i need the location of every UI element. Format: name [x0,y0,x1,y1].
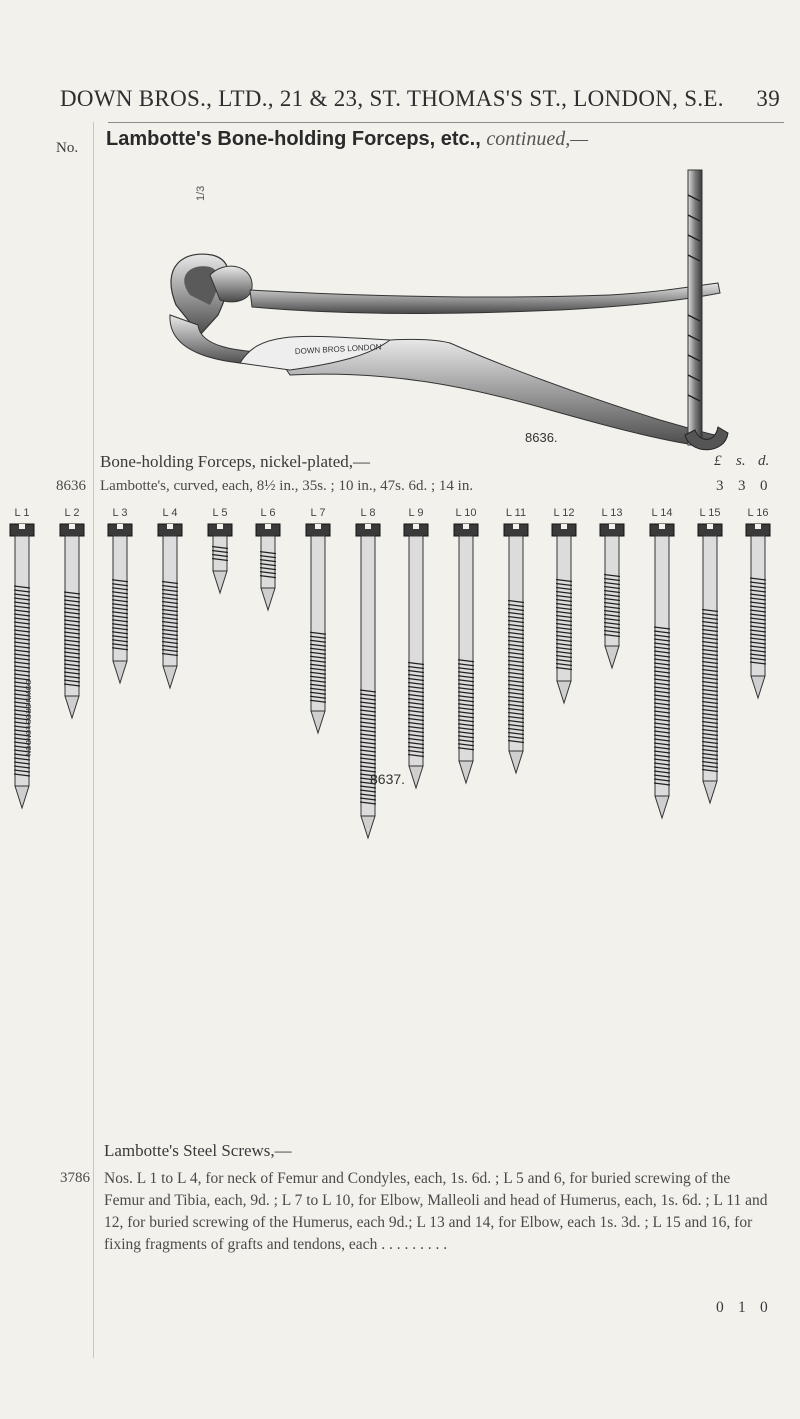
screw-slot [707,524,713,529]
screws-item-number: 3786 [60,1170,90,1186]
section-title-continued: continued,— [486,128,589,150]
screw-8 [356,507,380,838]
screw-slot [365,524,371,529]
screw-12 [552,507,576,703]
screw-shank [459,536,473,761]
screw-tip [751,676,765,698]
screw-slot [659,524,665,529]
price-header-shillings: s. [736,453,746,469]
screw-tip [15,786,29,808]
screws-item-description-text: Nos. L 1 to L 4, for neck of Femur and Condyles, each, 1s. 6d. ; L 5 and 6, for buried screwing of the Femur and Tibia, each, 9d. ; L 7 to L 10, for Elbow, Malleoli and head of Humerus, each, 1s. 6d. ; L 11 and 12, for buried screwing of the Humerus, each 9d.; L 13 and 14, for Elbow, each 1s. 3d. ; L 15 and 16, for fixing fragments of grafts and tendons, each . . . . . . . . . [104,1170,768,1253]
section-title [106,128,588,151]
screws-item-title: Lambotte's Steel Screws,— [104,1141,292,1160]
screw-tip [65,696,79,718]
screw-label: L 7 [310,507,326,519]
screw-label: L 3 [112,507,128,519]
screw-tip [311,711,325,733]
screws-price-pence: 0 [760,1299,768,1316]
screw-shank [113,536,127,661]
section-title-text: Lambotte's Bone-holding Forceps, etc., [106,128,481,150]
running-head [60,86,780,112]
screw-label: L 4 [162,507,178,519]
header-rule [108,122,784,123]
screw-label: L 1 [14,507,30,519]
column-label-no: No. [56,140,79,156]
screw-tip [213,571,227,593]
running-head-text: DOWN BROS., LTD., 21 & 23, ST. THOMAS'S ST., LONDON, S.E. [60,86,724,111]
screws-illustration [0,500,800,1150]
screw-label: L 13 [601,507,623,519]
forceps-item-title: Bone-holding Forceps, nickel-plated,— [100,452,371,471]
screw-15 [698,507,722,803]
screw-slot [561,524,567,529]
screw-tip [163,666,177,688]
screw-label: L 8 [360,507,376,519]
screw-label: L 9 [408,507,424,519]
forceps-price-pence: 0 [760,478,768,494]
screw-tip [655,796,669,818]
screw-tip [361,816,375,838]
forceps-engraving: DOWN BROS LONDON [294,342,382,356]
screw-tip [113,661,127,683]
screw-slot [217,524,223,529]
screw-2 [60,507,84,718]
forceps-item-description: Lambotte's, curved, each, 8½ in., 35s. ; 10 in., 47s. 6d. ; 14 in. [100,478,474,494]
screw-shank [261,536,275,588]
screw-label: L 15 [699,507,721,519]
screw-slot [19,524,25,529]
forceps-scale-mark: 1/3 [195,185,207,201]
screw-label: L 16 [747,507,769,519]
forceps-price-pounds: 3 [716,478,724,494]
screw-tip [557,681,571,703]
forceps-caption: 8636. [525,430,558,445]
screw-label: L 11 [505,507,527,519]
screw-slot [513,524,519,529]
screw-slot [315,524,321,529]
screws-item-description [104,1168,774,1256]
screw-slot [69,524,75,529]
screw-tip [509,751,523,773]
screw-16 [746,507,770,698]
price-header-pounds: £ [714,453,722,469]
screw-slot [167,524,173,529]
screw-slot [117,524,123,529]
screw-slot [413,524,419,529]
screw-tip [703,781,717,803]
screw-tip [409,766,423,788]
screw-13 [600,507,624,668]
screw-engraving: DOWN BROS LONDON [24,680,31,756]
screw-label: L 5 [212,507,228,519]
page-number: 39 [756,86,780,111]
screw-10 [454,507,478,783]
forceps-price-shillings: 3 [738,478,746,494]
screws-price-pounds: 0 [716,1299,724,1316]
screw-14 [650,507,674,818]
screw-label: L 12 [553,507,575,519]
screw-tip [459,761,473,783]
screw-slot [463,524,469,529]
screw-slot [265,524,271,529]
screw-5 [208,507,232,593]
screw-9 [404,507,428,788]
screw-tip [261,588,275,610]
screw-tip [605,646,619,668]
price-header-pence: d. [758,453,770,469]
screw-shank [213,536,227,571]
screw-7 [306,507,330,733]
screw-slot [755,524,761,529]
forceps-item-number: 8636 [56,478,86,494]
screw-3 [108,507,132,683]
screw-11 [504,507,528,773]
forceps-illustration [140,165,740,465]
screw-6 [256,507,280,610]
screw-label: L 2 [64,507,80,519]
screw-1 [10,507,34,808]
screws-price-shillings: 1 [738,1299,746,1316]
screw-slot [609,524,615,529]
screws-caption: 8637. [370,771,406,787]
screw-4 [158,507,182,688]
screw-label: L 6 [260,507,276,519]
screw-label: L 14 [651,507,673,519]
screw-label: L 10 [455,507,477,519]
